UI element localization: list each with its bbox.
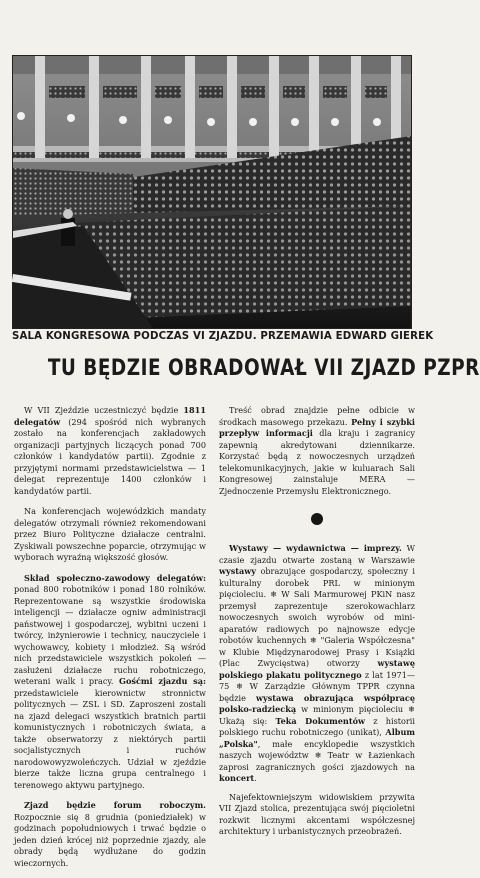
text-run: , małe encyklopedie wszystkich naszych województw ❄ Teatr w Łazienkach zaprosi zagranicznych gości zjazdowych na: [219, 738, 415, 772]
text-run: Treść obrad znajdzie pełne odbicie w środkach masowego przekazu.: [219, 405, 415, 427]
congress-hall-photo: [12, 55, 412, 329]
bold-run: Pełny i szybki przepływ informacji: [219, 416, 415, 438]
text-run: (294 spośród nich wybranych zostało na konferencjach zakładowych organizacji partyjnych liczących ponad 700 członków i kandydatów partii). Zgodnie z przyjętymi normami przedstawicielstwa — 1 delegat reprezentuje 1400 członków i kandydatów partii.: [14, 416, 206, 496]
text-run: w minionym pięcioleciu ❄ Ukażą się:: [219, 704, 415, 726]
text-run: z historii polskiego ruchu robotniczego (unikat),: [219, 715, 415, 737]
paragraph-exhibitions: [219, 543, 415, 785]
bold-run: Album „Polska": [219, 727, 415, 749]
bold-run: Wystawy — wydawnictwa — imprezy.: [229, 543, 402, 553]
text-run: W VII Zjeździe uczestniczyć będzie: [24, 405, 184, 415]
article-column-left: [14, 405, 206, 878]
section-bullet-icon: [311, 513, 323, 525]
bold-run: Skład społeczno-zawodowy delegatów:: [24, 572, 206, 583]
text-run: ponad 800 robotników i ponad 180 rolników. Reprezentowane są wszystkie środowiska inteligencji — działacze ogniw administracji państwowej i gospodarczej, wybitni uczeni i twórcy, inżynierowie i technicy, nauczyciele i wychowawcy, kobiety i młodzież. Są wśród nich przedstawiciele wszystkich pokoleń — zasłużeni działacze ruchu robotniczego, weterani walk i pracy.: [14, 584, 206, 686]
text-run: W czasie zjazdu otwarte zostaną w Warszawie: [219, 543, 415, 565]
photo-caption: SALA KONGRESOWA PODCZAS VI ZJAZDU. PRZEMAWIA EDWARD GIEREK: [12, 331, 434, 342]
text-run: przedstawiciele kierownictw stronnictw politycznych — ZSL i SD. Zaproszeni zostali na zjazd delegaci wszystkich bratnich partii komunistycznych i robotniczych świata, a także obserwatorzy z niektórych partii socjalistycznych i ruchów narodowowyzwoleńczych. Udział w zjeździe bierze także liczna grupa centralnego i terenowego aktywu partyjnego.: [14, 687, 206, 790]
bold-run: koncert: [219, 773, 255, 783]
article-column-right: [219, 405, 415, 845]
bold-run: Gośćmi zjazdu są:: [119, 676, 206, 686]
paragraph-composition: [14, 573, 206, 792]
article-headline: TU BĘDZIE OBRADOWAŁ VII ZJAZD PZPR: [47, 355, 480, 381]
text-run: .: [254, 773, 257, 783]
text-run: dla kraju i zagranicy zapewnią akredytowani dziennikarze. Korzystać będą z nowoczesnych urządzeń telekomunikacyjnych, jakie w kuluarach Sali Kongresowej zainstaluje MERA — Zjednoczenie Przemysłu Elektronicznego.: [219, 428, 415, 496]
bold-run: wystawę polskiego plakatu politycznego: [219, 658, 415, 680]
text-run: Rozpocznie się 8 grudnia (poniedziałek) w godzinach popołudniowych i trwać będzie o jeden dzień krócej niż poprzednie zjazdy, ale obrady będą wydłużane do godzin wieczornych.: [14, 811, 206, 868]
paragraph-capital-welcome: Najefektowniejszym widowiskiem przywita VII Zjazd stolica, prezentująca swój pięcioletni rozkwit licznymi akcentami współczesnej architektury i urbanistycznych przeobrażeń.: [219, 791, 415, 836]
bold-run: wystawy: [219, 566, 257, 576]
paragraph-mandates: Na konferencjach wojewódzkich mandaty delegatów otrzymali również rekomendowani przez Biuro Polityczne działacze centralni. Zyskiwali powszechne poparcie, otrzymując w wyborach wyraźną większość głosów.: [14, 506, 206, 562]
text-run: z lat 1971—75 ❄ W Zarządzie Głównym TPPR czynna będzie: [219, 669, 415, 703]
text-run: obrazujące gospodarczy, społeczny i kulturalny dorobek PRL w minionym pięcioleciu. ❄ W Sali Marmurowej PKiN nasz przemysł zaprezentuje szerokowachlarz nowoczesnych swoich wyrobów od mini-aparatów radiowych po najnowsze edycje robotów kuchennych ❄ "Galeria Współczesna" w Klubie Międzynarodowej Prasy i Książki (Plac Zwycięstwa) otworzy: [219, 566, 415, 668]
paragraph-working-forum: [14, 800, 206, 869]
paragraph-media: [219, 405, 415, 497]
bold-run: Zjazd będzie forum roboczym.: [24, 800, 206, 810]
paragraph-delegates-count: [14, 405, 206, 497]
bold-run: Teka Dokumentów: [275, 715, 366, 726]
bold-run: 1811 delegatów: [14, 405, 206, 427]
bold-run: wystawa obrazująca współpracę polsko-radziecką: [219, 692, 416, 714]
